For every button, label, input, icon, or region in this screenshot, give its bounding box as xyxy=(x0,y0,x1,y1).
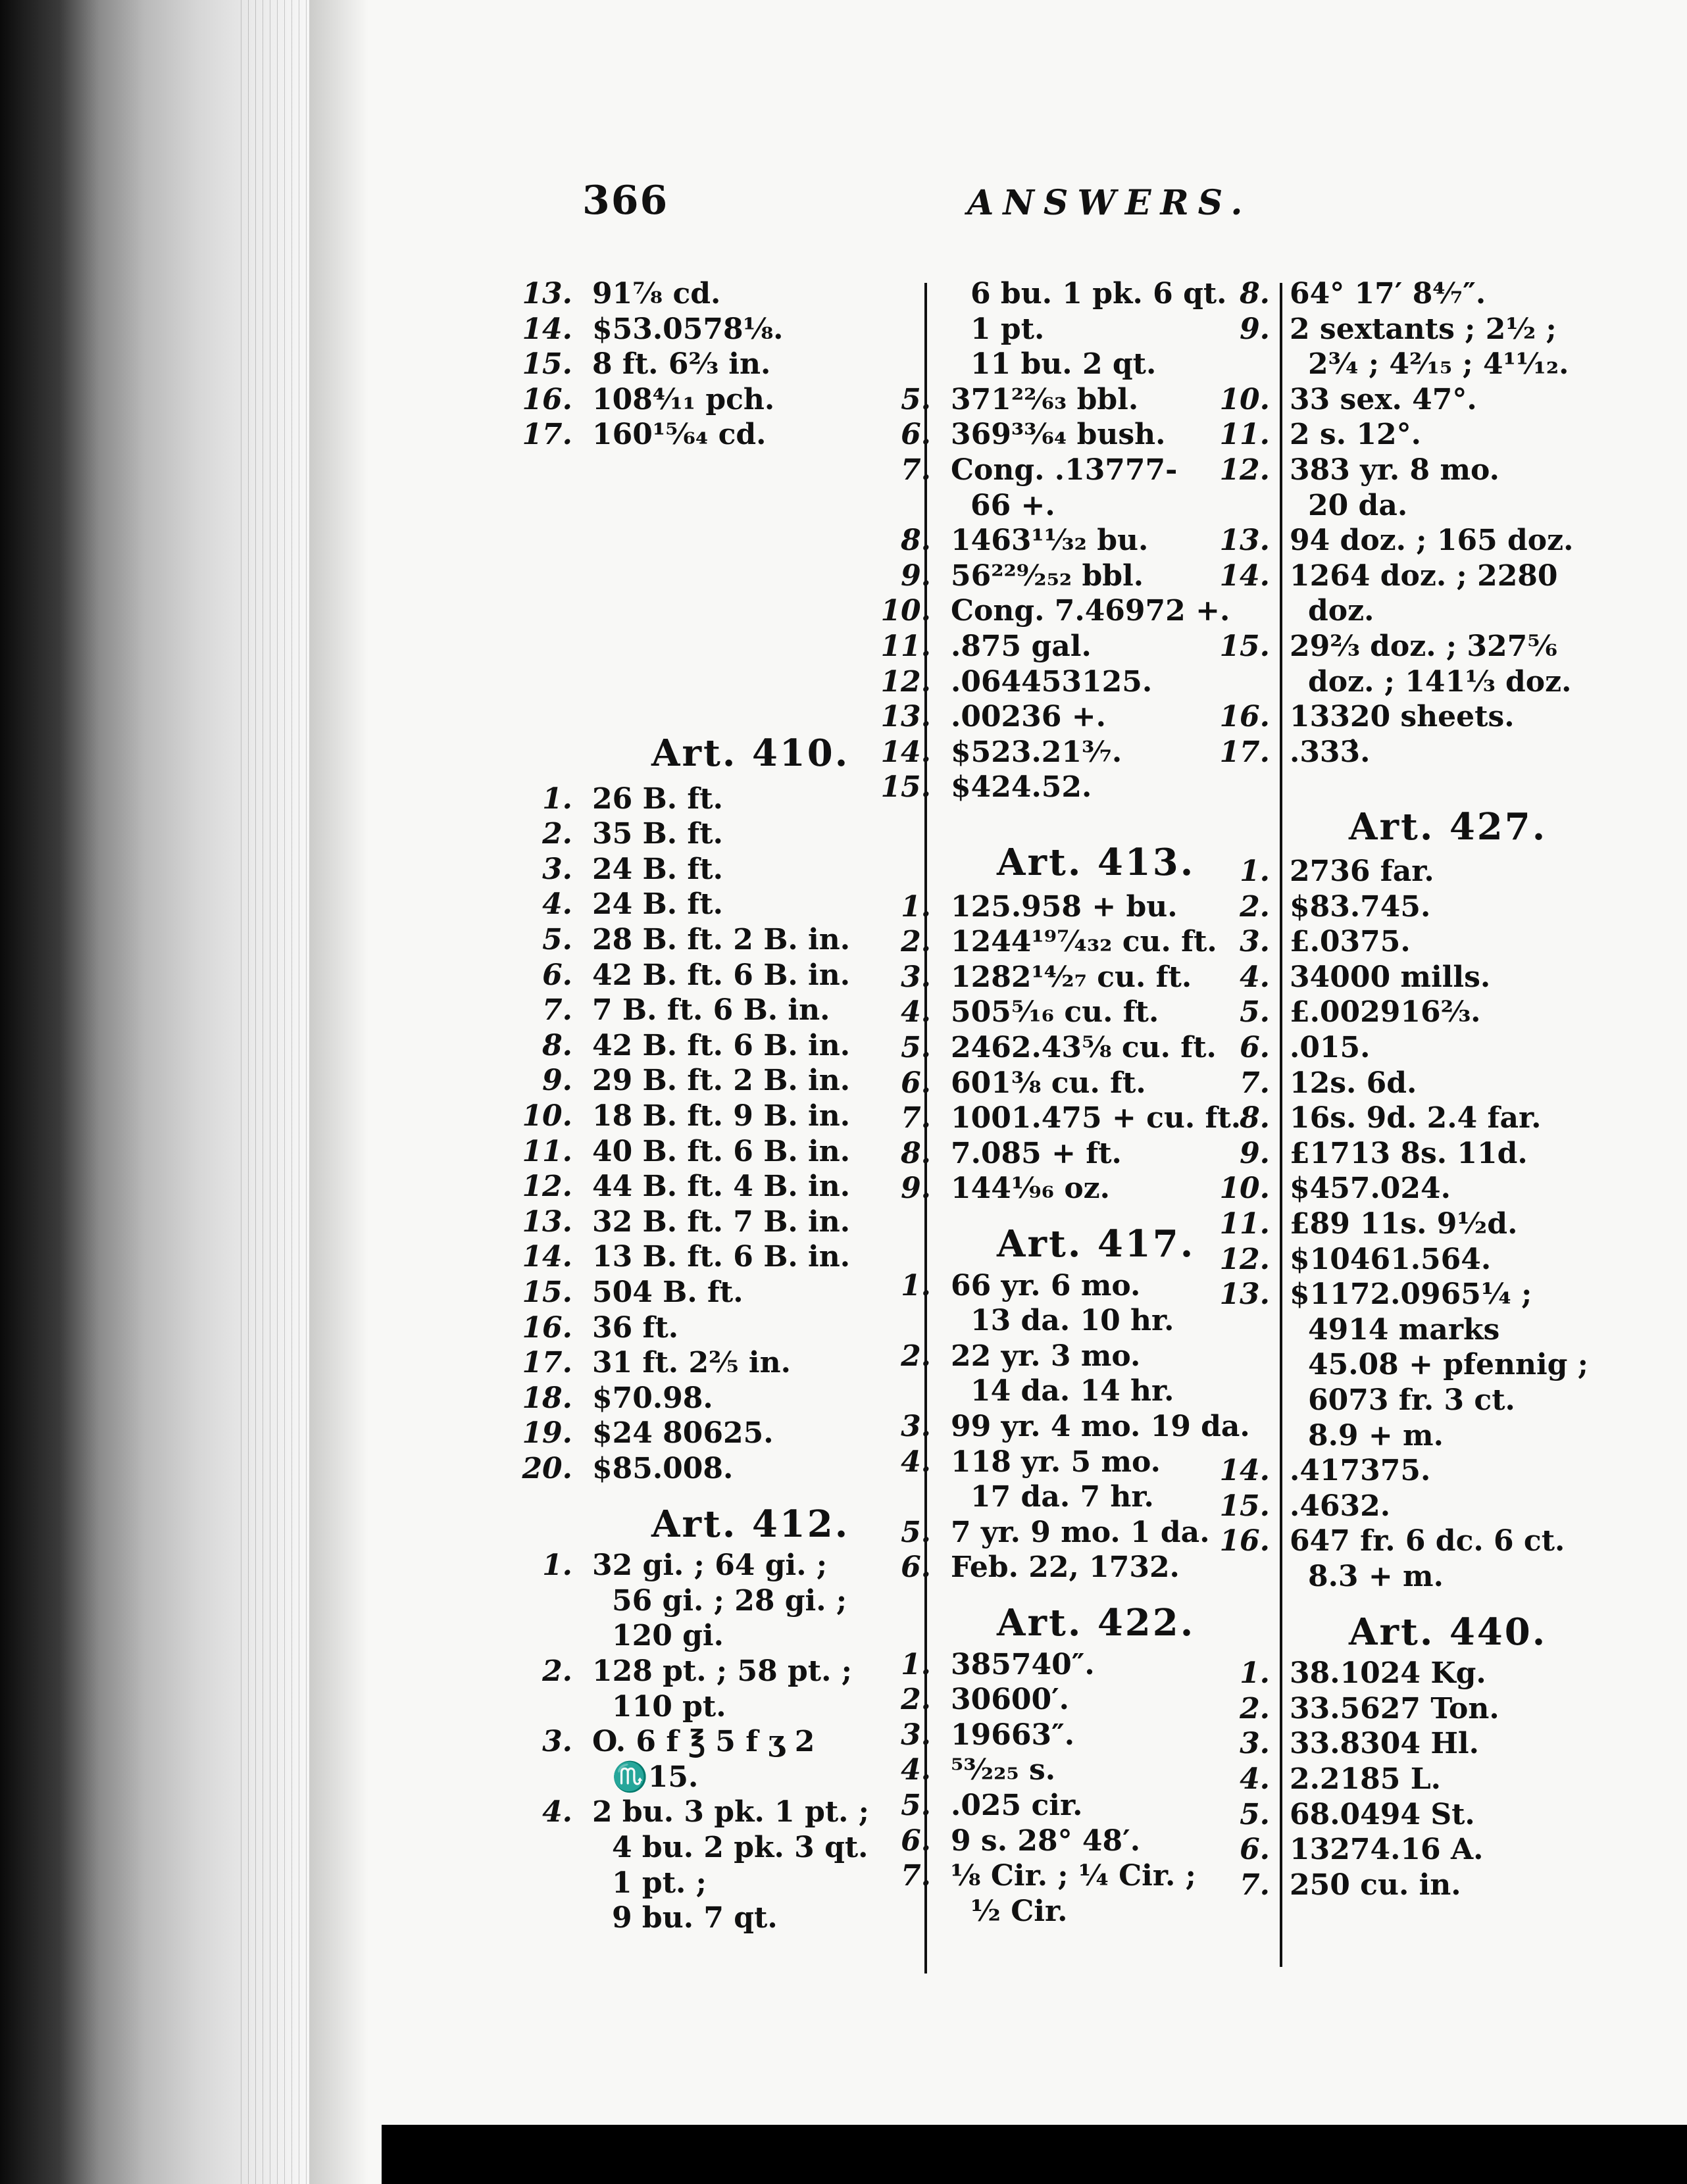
answer-text: $83.745. xyxy=(1290,889,1431,924)
answer-number: 14. xyxy=(880,735,931,769)
answer-text: 66 +. xyxy=(970,488,1055,522)
answer-number: 2. xyxy=(1240,889,1270,924)
answer-text: 250 cu. in. xyxy=(1290,1868,1461,1902)
answer-number: 1. xyxy=(542,782,572,816)
answer-number: 9. xyxy=(1240,312,1270,346)
answer-text: $10461.564. xyxy=(1290,1242,1492,1276)
answer-number: 3. xyxy=(542,852,572,886)
answer-number: 7. xyxy=(901,1859,931,1893)
answer-text: doz. xyxy=(1308,594,1374,628)
answer-number: 11. xyxy=(880,630,931,663)
answer-text: 2.2185 L. xyxy=(1290,1762,1441,1796)
answer-number: 2. xyxy=(1240,1691,1270,1725)
answer-number: 4. xyxy=(1240,960,1270,994)
answer-number: 11. xyxy=(1219,418,1270,452)
answer-text: 144¹⁄₉₆ oz. xyxy=(951,1172,1110,1206)
answer-text: 56²²⁹⁄₂₅₂ bbl. xyxy=(951,558,1144,593)
answer-text: 28 B. ft. 2 B. in. xyxy=(592,923,851,956)
answer-number: 6. xyxy=(901,1824,931,1858)
answer-number: 15. xyxy=(880,770,931,805)
answer-text: 66 yr. 6 mo. xyxy=(951,1268,1141,1303)
answer-number: 4. xyxy=(901,995,931,1030)
answer-text: $53.0578⅛. xyxy=(592,312,784,346)
answer-text: 17 da. 7 hr. xyxy=(970,1480,1154,1514)
answer-text: 68.0494 St. xyxy=(1290,1797,1475,1831)
answer-text: 32 B. ft. 7 B. in. xyxy=(592,1204,851,1239)
answer-text: £89 11s. 9½d. xyxy=(1290,1207,1518,1241)
answer-text: $85.008. xyxy=(592,1452,734,1485)
answer-number: 11. xyxy=(522,1134,572,1168)
answer-text: 9 bu. 7 qt. xyxy=(612,1901,778,1935)
answer-number: 16. xyxy=(1219,700,1270,734)
answer-text: 504 B. ft. xyxy=(592,1276,743,1309)
answer-number: 4. xyxy=(542,887,572,922)
answer-text: £1713 8s. 11d. xyxy=(1290,1136,1528,1170)
answer-text: .4632. xyxy=(1290,1489,1391,1523)
answer-text: 13274.16 A. xyxy=(1290,1833,1484,1867)
answer-text: .025 cir. xyxy=(951,1789,1083,1822)
answer-text: 1463¹¹⁄₃₂ bu. xyxy=(951,524,1149,558)
answer-text: ⁵³⁄₂₂₅ s. xyxy=(951,1753,1056,1787)
answer-text: 128 pt. ; 58 pt. ; xyxy=(592,1654,852,1688)
section-heading: Art. 427. xyxy=(1349,805,1548,849)
answer-text: 647 fr. 6 dc. 6 ct. xyxy=(1290,1524,1565,1558)
answer-text: 120 gi. xyxy=(612,1619,724,1653)
answer-text: 2 s. 12°. xyxy=(1290,418,1421,452)
answer-number: 6. xyxy=(542,958,572,992)
answer-number: 6. xyxy=(901,1066,931,1100)
answer-number: 4. xyxy=(1240,1762,1270,1796)
answer-text: 33 sex. 47°. xyxy=(1290,382,1477,416)
answer-number: 3. xyxy=(1240,925,1270,959)
answer-number: 8. xyxy=(901,1136,931,1170)
answer-text: .417375. xyxy=(1290,1454,1431,1488)
answer-text: 601⅜ cu. ft. xyxy=(951,1066,1146,1100)
answer-number: 9. xyxy=(542,1064,572,1098)
answer-text: 94 doz. ; 165 doz. xyxy=(1290,524,1574,558)
answer-text: ♏15. xyxy=(612,1760,699,1794)
answer-number: 15. xyxy=(522,1276,572,1309)
section-heading: Art. 440. xyxy=(1349,1610,1548,1654)
answer-number: 17. xyxy=(522,418,572,452)
answer-number: 5. xyxy=(542,923,572,956)
answer-text: 13 da. 10 hr. xyxy=(970,1304,1174,1338)
answer-text: 31 ft. 2⅖ in. xyxy=(592,1346,791,1380)
answer-number: 1. xyxy=(901,1647,931,1681)
answer-text: 2462.43⅝ cu. ft. xyxy=(951,1031,1217,1064)
answer-text: 8 ft. 6⅔ in. xyxy=(592,347,771,382)
answer-number: 13. xyxy=(1219,524,1270,558)
answer-number: 1. xyxy=(901,1268,931,1303)
answer-number: 12. xyxy=(880,664,931,699)
answer-text: 24 B. ft. xyxy=(592,852,723,886)
answer-text: 33.8304 Hl. xyxy=(1290,1727,1479,1761)
answer-text: $70.98. xyxy=(592,1381,713,1415)
answer-number: 3. xyxy=(901,1410,931,1443)
answer-text: $457.024. xyxy=(1290,1172,1451,1206)
answer-number: 19. xyxy=(522,1416,572,1451)
answer-number: 5. xyxy=(901,1031,931,1064)
answer-number: 4. xyxy=(901,1445,931,1479)
answer-text: £.0375. xyxy=(1290,925,1411,959)
answer-number: 2. xyxy=(542,817,572,851)
answer-text: 4 bu. 2 pk. 3 qt. xyxy=(612,1831,869,1864)
answer-number: 1. xyxy=(1240,855,1270,888)
answer-number: 10. xyxy=(1219,382,1270,416)
answer-text: 7 yr. 9 mo. 1 da. xyxy=(951,1515,1210,1549)
answer-number: 7. xyxy=(901,453,931,487)
answer-text: 45.08 + pfennig ; xyxy=(1308,1348,1588,1382)
answer-number: 12. xyxy=(522,1170,572,1204)
answer-text: 7 B. ft. 6 B. in. xyxy=(592,993,830,1028)
answer-number: 14. xyxy=(1219,558,1270,593)
answer-number: 14. xyxy=(522,312,572,346)
answer-text: 32 gi. ; 64 gi. ; xyxy=(592,1549,828,1583)
answer-text: 505⁵⁄₁₆ cu. ft. xyxy=(951,995,1159,1030)
answer-number: 4. xyxy=(542,1795,572,1829)
answer-text: 16s. 9d. 2.4 far. xyxy=(1290,1101,1542,1135)
answer-text: 99 yr. 4 mo. 19 da. xyxy=(951,1410,1250,1443)
answer-number: 7. xyxy=(542,993,572,1028)
running-head: ANSWERS. xyxy=(967,183,1252,223)
answer-text: 11 bu. 2 qt. xyxy=(970,347,1157,382)
answer-text: Cong. 7.46972 +. xyxy=(951,594,1230,628)
answer-text: .00236 +. xyxy=(951,700,1106,734)
answer-number: 3. xyxy=(1240,1727,1270,1761)
answer-text: 30600′. xyxy=(951,1683,1069,1717)
answer-text: 383 yr. 8 mo. xyxy=(1290,453,1499,487)
answer-text: 29 B. ft. 2 B. in. xyxy=(592,1064,851,1098)
answer-number: 2. xyxy=(901,1683,931,1717)
answer-number: 6. xyxy=(901,1551,931,1585)
answer-text: 160¹⁵⁄₆₄ cd. xyxy=(592,418,767,452)
answer-text: 12s. 6d. xyxy=(1290,1066,1417,1100)
answer-text: 8.3 + m. xyxy=(1308,1560,1444,1593)
section-heading: Art. 413. xyxy=(997,841,1196,884)
answer-number: 10. xyxy=(522,1099,572,1133)
answer-text: 1282¹⁴⁄₂₇ cu. ft. xyxy=(951,960,1192,994)
answer-number: 14. xyxy=(1219,1454,1270,1488)
answer-text: 8.9 + m. xyxy=(1308,1418,1444,1452)
answer-number: 7. xyxy=(901,1101,931,1135)
answer-number: 8. xyxy=(542,1028,572,1062)
answer-text: 35 B. ft. xyxy=(592,817,723,851)
answer-number: 6. xyxy=(901,418,931,452)
answer-text: 2 bu. 3 pk. 1 pt. ; xyxy=(592,1795,870,1829)
answer-number: 6. xyxy=(1240,1031,1270,1064)
answer-text: 64° 17′ 8⁴⁄₇″. xyxy=(1290,277,1486,310)
answer-number: 3. xyxy=(542,1725,572,1759)
answer-text: 6 bu. 1 pk. 6 qt. xyxy=(970,277,1227,310)
answer-text: $24 80625. xyxy=(592,1416,774,1451)
answer-number: 20. xyxy=(522,1452,572,1485)
answer-text: 125.958 + bu. xyxy=(951,889,1178,924)
column-rule xyxy=(1280,283,1282,1967)
answer-text: 29⅔ doz. ; 327⅚ xyxy=(1290,630,1557,663)
answer-text: .333̇. xyxy=(1290,735,1371,769)
answer-number: 3. xyxy=(901,960,931,994)
answer-number: 11. xyxy=(1219,1207,1270,1241)
answer-text: .064453125. xyxy=(951,664,1153,699)
answer-text: 26 B. ft. xyxy=(592,782,723,816)
answer-text: 1264 doz. ; 2280 xyxy=(1290,558,1558,593)
answer-text: £.002916⅔. xyxy=(1290,995,1481,1030)
section-heading: Art. 410. xyxy=(651,732,850,775)
answer-number: 16. xyxy=(1219,1524,1270,1558)
answer-text: 33.5627 Ton. xyxy=(1290,1691,1499,1725)
answer-text: Feb. 22, 1732. xyxy=(951,1551,1180,1585)
answer-number: 17. xyxy=(1219,735,1270,769)
answer-text: 38.1024 Kg. xyxy=(1290,1656,1486,1691)
page-number: 366 xyxy=(582,178,669,224)
answer-text: $424.52. xyxy=(951,770,1092,805)
answer-text: 6073 fr. 3 ct. xyxy=(1308,1383,1515,1417)
section-heading: Art. 412. xyxy=(651,1502,850,1546)
answer-number: 2. xyxy=(901,1339,931,1373)
answer-number: 5. xyxy=(901,1515,931,1549)
answer-text: 2¾ ; 4²⁄₁₅ ; 4¹¹⁄₁₂. xyxy=(1308,347,1569,382)
answer-text: 7.085 + ft. xyxy=(951,1136,1122,1170)
answer-number: 1. xyxy=(1240,1656,1270,1691)
answer-text: 20 da. xyxy=(1308,488,1408,522)
answer-text: .015. xyxy=(1290,1031,1371,1064)
answer-number: 2. xyxy=(542,1654,572,1688)
answer-text: 110 pt. xyxy=(612,1689,726,1724)
answer-number: 13. xyxy=(522,1204,572,1239)
answer-number: 7. xyxy=(1240,1868,1270,1902)
answer-text: 1 pt. xyxy=(970,312,1045,346)
answer-number: 13. xyxy=(1219,1278,1270,1312)
answer-text: 1001.475 + cu. ft. xyxy=(951,1101,1242,1135)
answer-text: O. 6 f ℥ 5 f ʒ 2 xyxy=(592,1725,815,1759)
answer-number: 13. xyxy=(880,700,931,734)
gutter-shadow xyxy=(309,0,368,2184)
scan-border-bottom xyxy=(382,2125,1687,2184)
answer-number: 4. xyxy=(901,1753,931,1787)
answer-number: 10. xyxy=(880,594,931,628)
answer-text: 2 sextants ; 2½ ; xyxy=(1290,312,1557,346)
answer-text: $1172.0965¼ ; xyxy=(1290,1278,1532,1312)
answer-text: 22 yr. 3 mo. xyxy=(951,1339,1141,1373)
answer-text: 108⁴⁄₁₁ pch. xyxy=(592,382,775,416)
section-heading: Art. 417. xyxy=(997,1222,1196,1266)
answer-number: 16. xyxy=(522,382,572,416)
answer-text: ½ Cir. xyxy=(970,1894,1068,1928)
answer-text: 385740″. xyxy=(951,1647,1095,1681)
answer-number: 3. xyxy=(901,1718,931,1752)
answer-number: 13. xyxy=(522,277,572,310)
answer-number: 15. xyxy=(1219,1489,1270,1523)
answer-text: .875 gal. xyxy=(951,630,1092,663)
answer-number: 15. xyxy=(1219,630,1270,663)
answer-number: 9. xyxy=(1240,1136,1270,1170)
answer-text: 34000 mills. xyxy=(1290,960,1491,994)
answer-number: 2. xyxy=(901,925,931,959)
answer-number: 12. xyxy=(1219,1242,1270,1276)
answer-number: 14. xyxy=(522,1240,572,1274)
answer-text: 91⁷⁄₈ cd. xyxy=(592,277,721,310)
answer-number: 17. xyxy=(522,1346,572,1380)
answer-number: 15. xyxy=(522,347,572,382)
answer-text: 118 yr. 5 mo. xyxy=(951,1445,1161,1479)
answer-text: 44 B. ft. 4 B. in. xyxy=(592,1170,851,1204)
answer-text: 369³³⁄₆₄ bush. xyxy=(951,418,1166,452)
answer-number: 10. xyxy=(1219,1172,1270,1206)
answer-text: 40 B. ft. 6 B. in. xyxy=(592,1134,851,1168)
section-heading: Art. 422. xyxy=(997,1601,1196,1645)
answer-number: 8. xyxy=(1240,1101,1270,1135)
answer-text: 24 B. ft. xyxy=(592,887,723,922)
answer-text: 36 ft. xyxy=(592,1310,679,1345)
answer-number: 5. xyxy=(1240,995,1270,1030)
answer-number: 8. xyxy=(901,524,931,558)
answer-number: 1. xyxy=(542,1549,572,1583)
answer-text: 56 gi. ; 28 gi. ; xyxy=(612,1583,847,1618)
answer-number: 9. xyxy=(901,1172,931,1206)
answer-text: 14 da. 14 hr. xyxy=(970,1374,1174,1408)
answer-text: ⅛ Cir. ; ¼ Cir. ; xyxy=(951,1859,1196,1893)
answer-number: 5. xyxy=(901,382,931,416)
answer-number: 9. xyxy=(901,558,931,593)
answer-number: 6. xyxy=(1240,1833,1270,1867)
answer-number: 16. xyxy=(522,1310,572,1345)
answer-text: 18 B. ft. 9 B. in. xyxy=(592,1099,851,1133)
answer-number: 5. xyxy=(901,1789,931,1822)
answer-text: 4914 marks xyxy=(1308,1312,1500,1347)
answer-text: 1 pt. ; xyxy=(612,1866,707,1900)
answer-text: 2736 far. xyxy=(1290,855,1434,888)
answer-text: 1244¹⁹⁷⁄₄₃₂ cu. ft. xyxy=(951,925,1217,959)
answer-text: $523.21³⁄₇. xyxy=(951,735,1122,769)
answer-text: 13 B. ft. 6 B. in. xyxy=(592,1240,851,1274)
answer-text: 19663″. xyxy=(951,1718,1075,1752)
answer-number: 18. xyxy=(522,1381,572,1415)
answer-text: 42 B. ft. 6 B. in. xyxy=(592,1028,851,1062)
answer-text: doz. ; 141⅓ doz. xyxy=(1308,664,1572,699)
answer-number: 5. xyxy=(1240,1797,1270,1831)
answer-number: 7. xyxy=(1240,1066,1270,1100)
answer-text: 9 s. 28° 48′. xyxy=(951,1824,1141,1858)
answer-number: 1. xyxy=(901,889,931,924)
answer-text: Cong. .13777- xyxy=(951,453,1178,487)
answer-text: 371²²⁄₆₃ bbl. xyxy=(951,382,1139,416)
answer-number: 12. xyxy=(1219,453,1270,487)
answer-text: 42 B. ft. 6 B. in. xyxy=(592,958,851,992)
answer-text: 13320 sheets. xyxy=(1290,700,1515,734)
answer-number: 8. xyxy=(1240,277,1270,310)
